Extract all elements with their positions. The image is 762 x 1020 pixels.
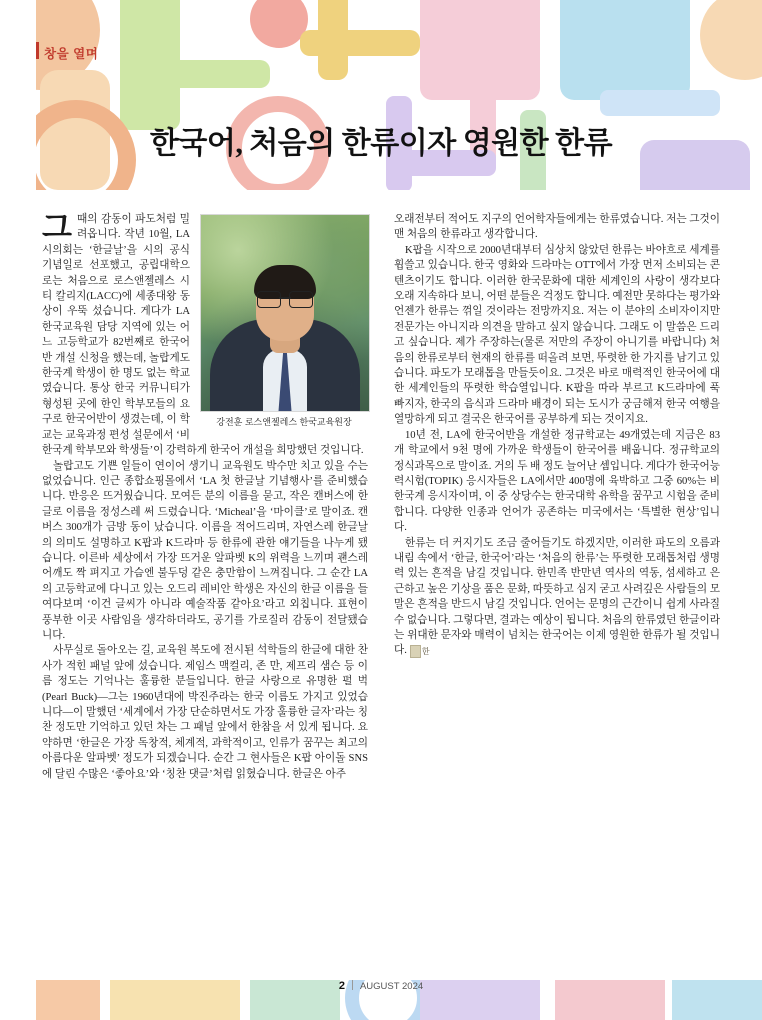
footer-divider <box>352 980 353 990</box>
paragraph-text: 때의 감동이 파도처럼 밀려옵니다. 작년 10월, LA시의회는 ‘한글날’을 시의 공식 기념일로 선포했고, 공립대학으로는 처음으로 로스앤젤레스 시티 칼리지(LACC)에 세종대왕 동상이 우뚝 섰습니다. 게다가 LA한국교육원 담당 지역에 있는 어느 고등학교가 82번째로 한국어반 개설 신청을 했는데, 놀랍게도 한국계 학생이 한 명도 없는 학교였습니다. 통상 한국 커뮤니티가 형성된 곳에 한인 학부모들의 요구로 한국어반이 생겼는데, 이 학교는 교육과정 편성 설문에서 ‘비한국계 학부모와 학생들’이 강력하게 한국어 개설을 희망했던 것입니다. <box>42 214 364 457</box>
paragraph: 10년 전, LA에 한국어반을 개설한 정규학교는 49개였는데 지금은 83개 학교에서 9천 명에 가까운 학생들이 한국어를 배웁니다. 정규학교의 정식과목으로 말이죠. 거의 두 배 정도 늘어난 셈입니다. 게다가 한국어능력시험(TOPIK) 응시자들은 LA에서만 400명에 육박하고 그중 60%는 비한국계 응시자이며, 이 중 상당수는 한국대학 유학을 꿈꾸고 시험을 준비합니다. 다양한 인종과 언어가 공존하는 미국에서는 ‘특별한 현상’입니다. <box>394 429 720 534</box>
photo-glasses-bridge <box>279 297 291 299</box>
article-columns <box>42 212 720 932</box>
column-right <box>394 212 720 932</box>
kicker-label: 창을 열며 <box>44 47 99 61</box>
paragraph: K팝을 시작으로 2000년대부터 심상치 않았던 한류는 바야흐로 세계를 휩쓸고 있습니다. 한국 영화와 드라마는 OTT에서 가장 먼저 소비되는 콘텐츠이기도 합니다. 이러한 한국문화에 대한 세계인의 사랑이 생각보다 오래 지속하다 보니, 어떤 분들은 걱정도 합니다. 예전만 못하다는 평가와 언젠가 한류는 꺾일 것이라는 전망까지요. 저는 이 분야의 소비자이지만 전문가는 아니지라 의견을 말하고 싶지 않습니다. 그래도 이 말씀은 드리고 싶습니다. 제가 주장하는(물론 저만의 주장이 아니기를 바랍니다) 처음의 한류로부터 현재의 한류를 떠올려 보면, 뚜렷한 한 가지를 남기고 있습니다. 파도가 모래톱을 만들듯이요. 그것은 바로 매력적인 한국어에 대한 세계인들의 뚜렷한 학습열입니다. K팝을 따라 부르고 K드라마에 푹 빠지자, 한국의 음식과 드라마 배경이 되는 도시가 궁금해져 한국 여행을 열망하게 되고 결국은 한국어를 공부하게 되는 것이지요. <box>394 244 720 426</box>
column-left <box>42 212 368 932</box>
paragraph: 오래전부터 적어도 지구의 언어학자들에게는 한류였습니다. 저는 그것이 맨 처음의 한류라고 생각합니다. <box>394 214 720 241</box>
page-footer <box>0 980 762 992</box>
portrait-figure <box>200 214 368 429</box>
page-title: 한국어, 처음의 한류이자 영원한 한류 <box>149 127 613 160</box>
paragraph: 사무실로 돌아오는 길, 교육원 복도에 전시된 석학들의 한글에 대한 찬사가 적힌 패널 앞에 섰습니다. 제임스 맥컬리, 존 만, 제프리 샘슨 등 이름 정도는 기억나는 훌륭한 분들입니다. 한글 사랑으로 유명한 펄 벅(Pearl Buck)―그는 1960년대에 박진주라는 한국 이름도 가지고 있었습니다―이 말했던 ‘세계에서 가장 단순하면서도 가장 훌륭한 글자’라는 칭찬 정도만 기억하고 있던 차는 그 패널 앞에서 한참을 서 있게 됩니다. 요약하면 ‘한글은 가장 독창적, 체계적, 과학적이고, 인류가 꿈꾸는 최고의 아름다운 알파벳’ 정도가 되겠습니다. 순간 그 현사들은 K팝 아이돌 SNS에 달린 수많은 ‘좋아요’와 ‘칭찬 댓글’처럼 읽혔습니다. 한글은 아주 <box>42 645 368 780</box>
issue-label: AUGUST 2024 <box>359 981 424 992</box>
paragraph: 놀랍고도 기쁜 일들이 연이어 생기니 교육원도 박수만 치고 있을 수는 없었습니다. 인근 종합쇼핑몰에서 ‘LA 첫 한글날 기념행사’를 준비했습니다. 반응은 뜨거웠습니다. 모여든 분의 이름을 묻고, 작은 캔버스에 한글로 이름을 정성스레 써 드렸습니다. ‘Micheal’을 ‘마이클’로 말이죠. 캔버스 300개가 금방 동이 났습니다. 이름을 적어드리며, 자연스레 한글날의 의미도 설명하고 K팝과 K드라마 등 한류에 관한 얘기들을 나누게 됐습니다. 이른바 세상에서 가장 뜨거운 알파벳 K의 위력을 느끼며 괜스레 어깨도 짝 펴지고 가슴엔 불두덩 같은 충만함이 느껴집니다. 그 순간 LA의 고등학교에 다니고 있는 오드리 레비안 학생은 자신의 한글 이름을 들여다보며 ‘이건 글씨가 아니라 예술작품 같아요’라고 외칩니다. 표현이 풍부한 이곳 사람임을 생각하더라도, 공기를 가로질러 감동이 전달됐습니다. <box>42 460 368 641</box>
drop-cap: 그 <box>42 210 72 245</box>
photo-glasses <box>257 291 313 307</box>
portrait-photo <box>200 214 370 412</box>
paragraph-text: 한류는 더 커지기도 조금 줄어들기도 하겠지만, 이러한 파도의 오름과 내림 속에서 ‘한글, 한국어’라는 ‘처음의 한류’는 뚜렷한 모래톱처럼 생명력 있는 흔적을 남길 것입니다. 한민족 반만년 역사의 역동, 섬세하고 은근하고 높은 기상을 품은 문화, 따뜻하고 심지 굳고 사려깊은 사람들의 모말은 흔적을 반드시 남길 것입니다. 언어는 문명의 근간이니 쉽게 사라질 수 없습니다. 그렇다면, 결과는 예상이 됩니다. 처음의 한류였던 한글이라는 위대한 문자와 매력이 넘치는 한국어는 이제 영원한 한류가 될 것입니다. <box>394 537 720 657</box>
paragraph <box>394 536 720 659</box>
photo-caption: 강전훈 로스앤젤레스 한국교육원장 <box>216 417 352 427</box>
kicker-rule <box>36 42 39 59</box>
page-number: 2 <box>338 980 345 992</box>
end-mark: 한 <box>410 645 421 658</box>
